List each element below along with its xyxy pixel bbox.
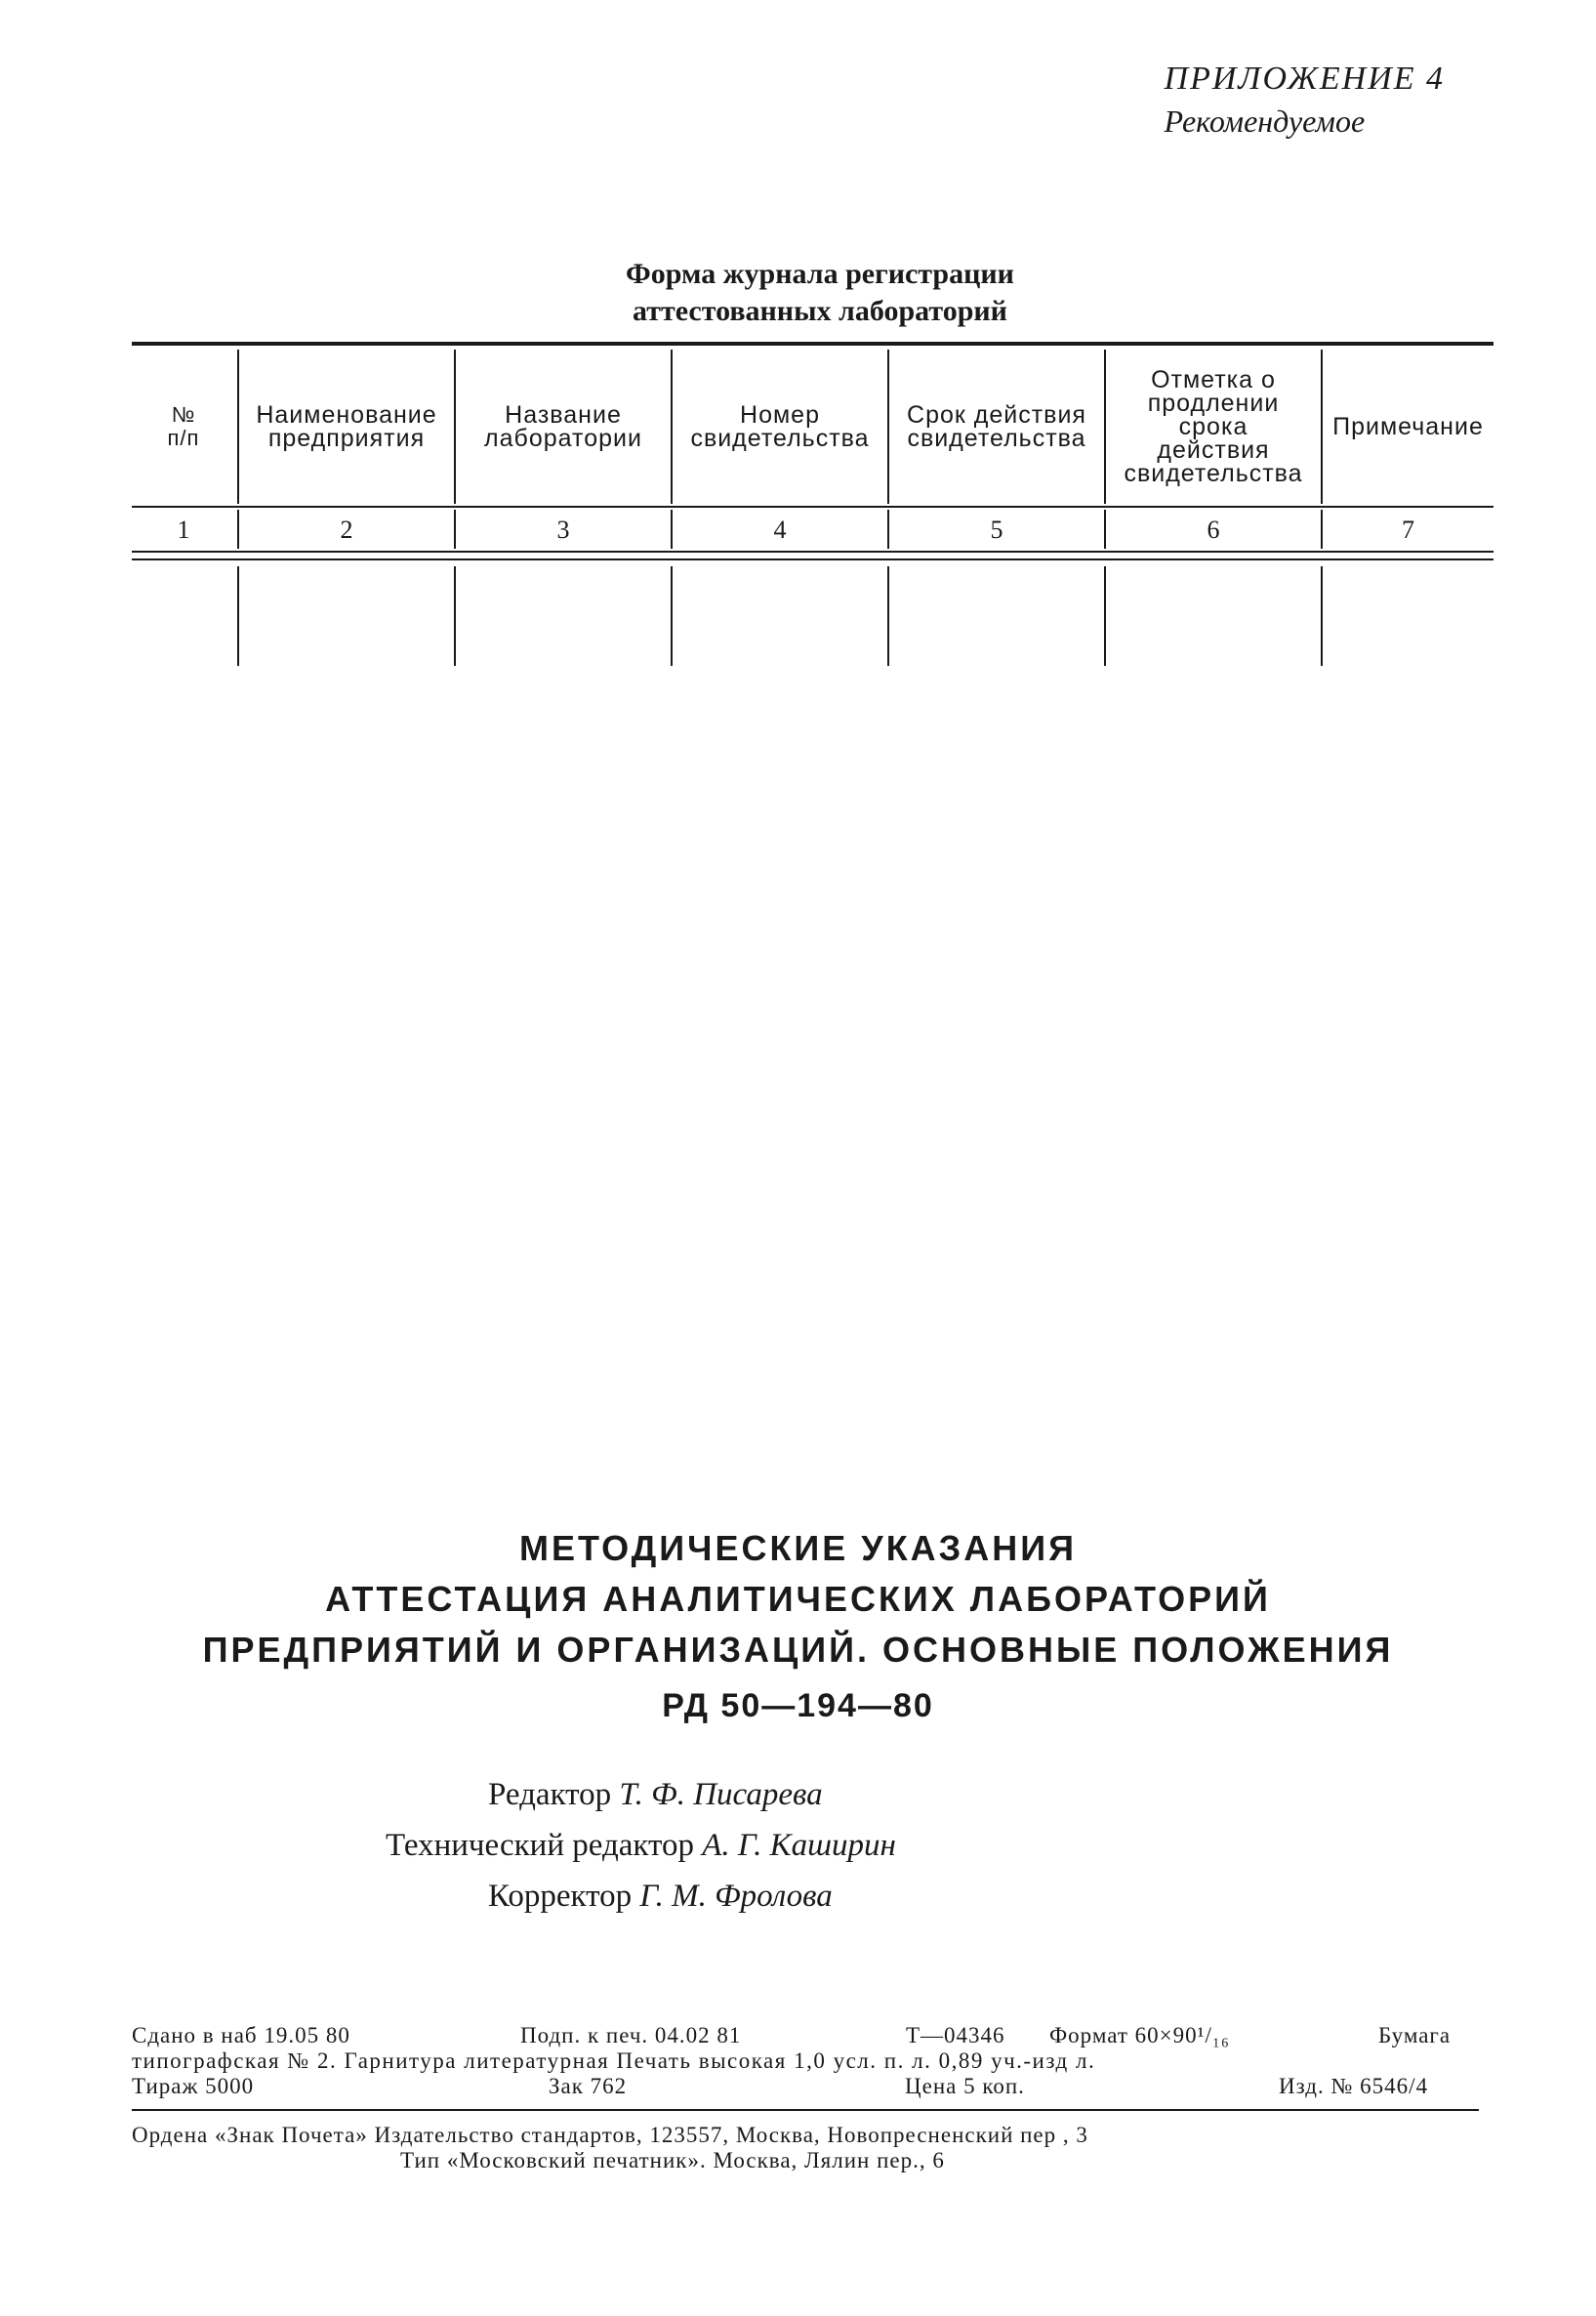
body-divider-4 — [887, 566, 889, 666]
imprint-line-1 — [132, 2023, 1479, 2048]
imprint-edition: Изд. № 6546/4 — [1279, 2074, 1429, 2098]
header-cell-extension: Отметка о продлении срока действия свидетельства — [1124, 366, 1303, 487]
body-divider-2 — [454, 566, 456, 666]
imprint-signed: Подп. к печ. 04.02 81 — [520, 2023, 742, 2047]
body-divider-5 — [1104, 566, 1106, 666]
header-cell-certificate-number: Номер свидетельства — [690, 401, 870, 452]
imprint — [132, 2023, 1479, 2099]
body-divider-6 — [1321, 566, 1323, 666]
imprint-order-code: Т—04346 — [906, 2023, 1005, 2047]
imprint-order: Зак 762 — [549, 2074, 628, 2098]
annex-number: ПРИЛОЖЕНИЕ 4 — [1164, 61, 1445, 97]
document-title-line-1: МЕТОДИЧЕСКИЕ УКАЗАНИЯ — [519, 1528, 1077, 1568]
imprint-paper: Бумага — [1378, 2023, 1452, 2047]
form-title — [430, 256, 1210, 330]
document-title-line-2: АТТЕСТАЦИЯ АНАЛИТИЧЕСКИХ ЛАБОРАТОРИЙ — [325, 1579, 1271, 1619]
document-title — [0, 1523, 1596, 1675]
credit-proofreader — [488, 1871, 896, 1922]
header-cell-enterprise: Наименование предприятия — [256, 401, 437, 452]
publisher-footer — [132, 2123, 1479, 2173]
annex-header — [1165, 61, 1445, 140]
imprint-line-2 — [132, 2048, 1479, 2074]
credit-proofreader-name: Г. М. Фролова — [639, 1879, 833, 1914]
document-title-line-3: ПРЕДПРИЯТИЙ И ОРГАНИЗАЦИЙ. ОСНОВНЫЕ ПОЛОЖЕНИЯ — [202, 1630, 1394, 1670]
column-number-3: 3 — [556, 516, 570, 544]
column-number-6: 6 — [1207, 516, 1220, 544]
annex-status: Рекомендуемое — [1164, 103, 1366, 139]
imprint-line-3 — [132, 2074, 1479, 2099]
column-number-2: 2 — [340, 516, 353, 544]
header-cell-note: Примечание — [1332, 413, 1484, 440]
header-cell-number: № п/п — [167, 402, 200, 450]
column-number-7: 7 — [1402, 516, 1414, 544]
credit-editor-role: Редактор — [488, 1777, 612, 1812]
imprint-price: Цена 5 коп. — [905, 2074, 1025, 2098]
credit-technical-editor — [386, 1820, 896, 1871]
table-header-bottom-rule — [132, 506, 1494, 508]
body-divider-3 — [671, 566, 673, 666]
credit-editor — [488, 1769, 896, 1820]
publisher-line: Ордена «Знак Почета» Издательство стандартов, 123557, Москва, Новопресненский пер , 3 — [132, 2123, 1088, 2147]
column-number-1: 1 — [177, 516, 190, 544]
credit-technical-editor-name: А. Г. Каширин — [702, 1828, 896, 1863]
table-numbers-bottom-rule-1 — [132, 551, 1494, 553]
credit-proofreader-role: Корректор — [488, 1879, 633, 1914]
printer-line: Тип «Московский печатник». Москва, Лялин пер., 6 — [400, 2148, 945, 2172]
credit-editor-name: Т. Ф. Писарева — [619, 1777, 823, 1812]
imprint-print-run: Тираж 5000 — [132, 2074, 255, 2098]
table-top-rule — [132, 342, 1494, 346]
imprint-format: Формат 60×90¹/₁₆ — [1049, 2023, 1230, 2047]
credits — [386, 1769, 896, 1922]
form-title-line-1: Форма журнала регистрации — [626, 258, 1014, 290]
table-numbers-bottom-rule-2 — [132, 558, 1494, 560]
document-code: РД 50—194—80 — [662, 1687, 934, 1724]
imprint-submitted: Сдано в наб 19.05 80 — [132, 2023, 350, 2047]
column-number-4: 4 — [773, 516, 787, 544]
header-cell-laboratory: Название лаборатории — [484, 401, 642, 452]
form-title-line-2: аттестованных лабораторий — [633, 295, 1007, 327]
header-cell-validity: Срок действия свидетельства — [907, 401, 1086, 452]
footer-rule — [132, 2109, 1479, 2111]
credit-technical-editor-role: Технический редактор — [386, 1828, 694, 1863]
body-divider-1 — [237, 566, 239, 666]
imprint-typeface-details: типографская № 2. Гарнитура литературная Печать высокая 1,0 усл. п. л. 0,89 уч.-изд л. — [132, 2048, 1096, 2073]
column-number-5: 5 — [990, 516, 1003, 544]
